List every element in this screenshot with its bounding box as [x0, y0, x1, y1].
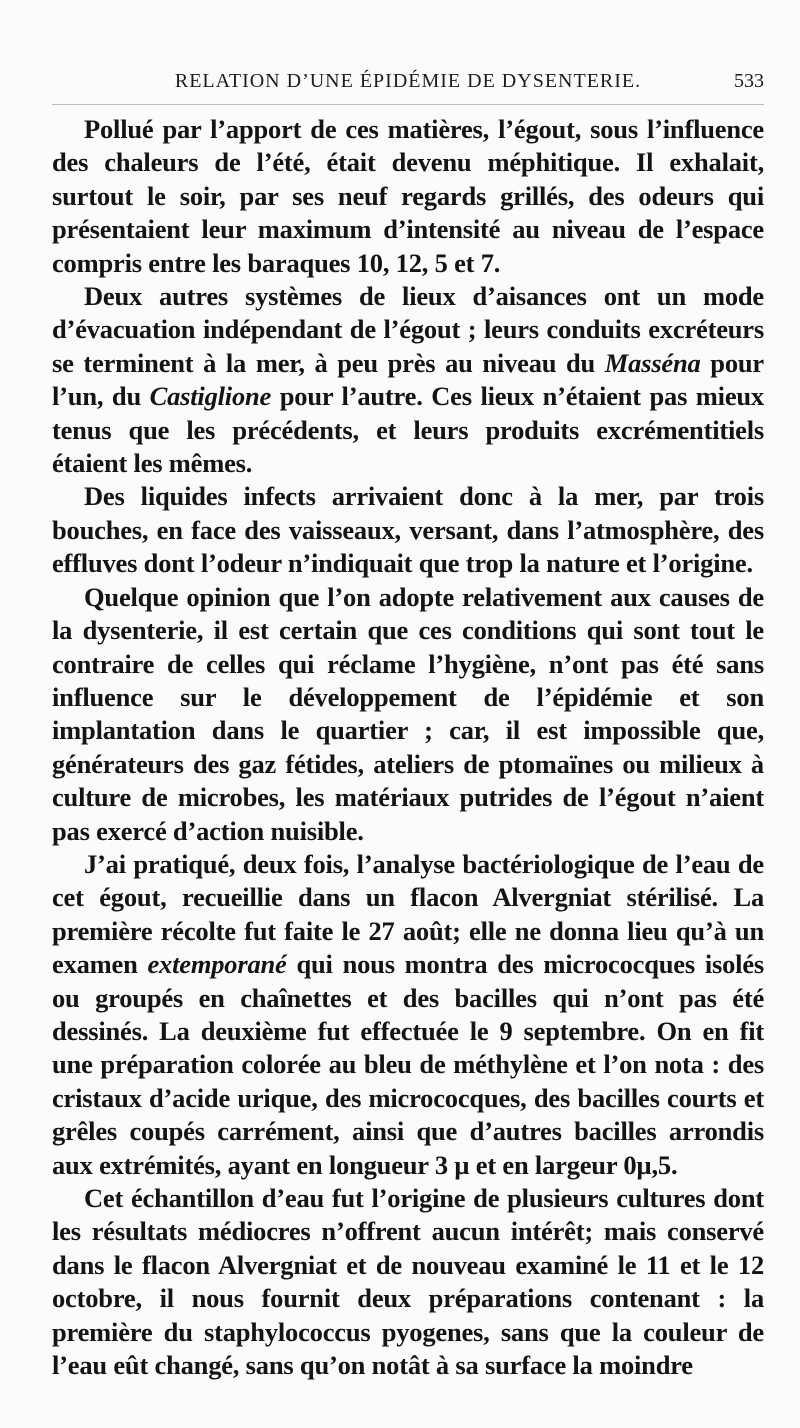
paragraph-3 [52, 480, 764, 580]
paragraph-2-text-b: pour l’un, du [52, 347, 764, 412]
paragraph-5 [52, 848, 764, 1182]
body-text [52, 113, 764, 1382]
paragraph-5-text-b: qui nous montra des micrococques isolés ou groupés en chaînettes et des bacilles qui n’ont pas été dessinés. La deuxième fut effectuée le 9 septembre. On en fit une préparation colorée au bleu de méthylène et l’on nota : des cristaux d’acide urique, des micrococques, des bacilles courts et grêles coupés carrément, ainsi que d’autres bacilles arrondis aux extrémités, ayant en longueur 3 µ et en largeur 0µ,5. [52, 949, 764, 1180]
paragraph-2-text-c: pour l’autre. Ces lieux n’étaient pas mieux tenus que les précédents, et leurs produits excrémentitiels étaient les mêmes. [52, 381, 764, 479]
paragraph-2-text-a: Deux autres systèmes de lieux d’aisances ont un mode d’évacuation indépendant de l’égout ; leurs conduits excréteurs se terminent à la mer, à peu près au niveau du [52, 281, 764, 378]
running-title: RELATION D’UNE ÉPIDÉMIE DE DYSENTERIE. [174, 70, 642, 92]
paragraph-5-text-a: J’ai pratiqué, deux fois, l’analyse bactériologique de l’eau de cet égout, recueillie dans un flacon Alvergniat stérilisé. La première récolte fut faite le 27 août; elle ne donna lieu qu’à un examen [52, 848, 764, 980]
paragraph-6 [52, 1182, 764, 1382]
header-divider [52, 104, 764, 105]
running-head [52, 70, 764, 102]
paragraph-3-text: Des liquides infects arrivaient donc à la mer, par trois bouches, en face des vaisseaux, versant, dans l’atmosphère, des effluves dont l’odeur n’indiquait que trop la nature et l’origine. [52, 481, 764, 579]
paragraph-6-text: Cet échantillon d’eau fut l’origine de plusieurs cultures dont les résultats médiocres n’offrent aucun intérêt; mais conservé dans le flacon Alvergniat et de nouveau examiné le 11 et le 12 octobre, il nous fournit deux préparations contenant : la première du staphylococcus pyogenes, sans que la couleur de l’eau eût changé, sans qu’on notât à sa surface la moindre [52, 1183, 764, 1381]
paragraph-1 [52, 113, 764, 280]
paragraph-1-text: Pollué par l’apport de ces matières, l’égout, sous l’influence des chaleurs de l’été, était devenu méphitique. Il exhalait, surtout le soir, par ses neuf regards grillés, des odeurs qui présentaient leur maximum d’intensité au niveau de l’espace compris entre les baraques 10, 12, 5 et 7. [52, 114, 764, 278]
paragraph-2 [52, 280, 764, 480]
paragraph-4 [52, 581, 764, 848]
paragraph-4-text: Quelque opinion que l’on adopte relativement aux causes de la dysenterie, il est certain que ces conditions qui sont tout le contraire de celles qui réclame l’hygiène, n’ont pas été sans influence sur le développement de l’épidémie et son implantation dans le quartier ; car, il est impossible que, générateurs des gaz fétides, ateliers de ptomaïnes ou milieux à culture de microbes, les matériaux putrides de l’égout n’aient pas exercé d’action nuisible. [52, 581, 764, 846]
ship-name-castiglione: Castiglione [149, 381, 272, 412]
ship-name-massena: Masséna [604, 347, 701, 378]
term-extemporane: extemporané [147, 949, 287, 980]
page-number: 533 [734, 70, 764, 92]
